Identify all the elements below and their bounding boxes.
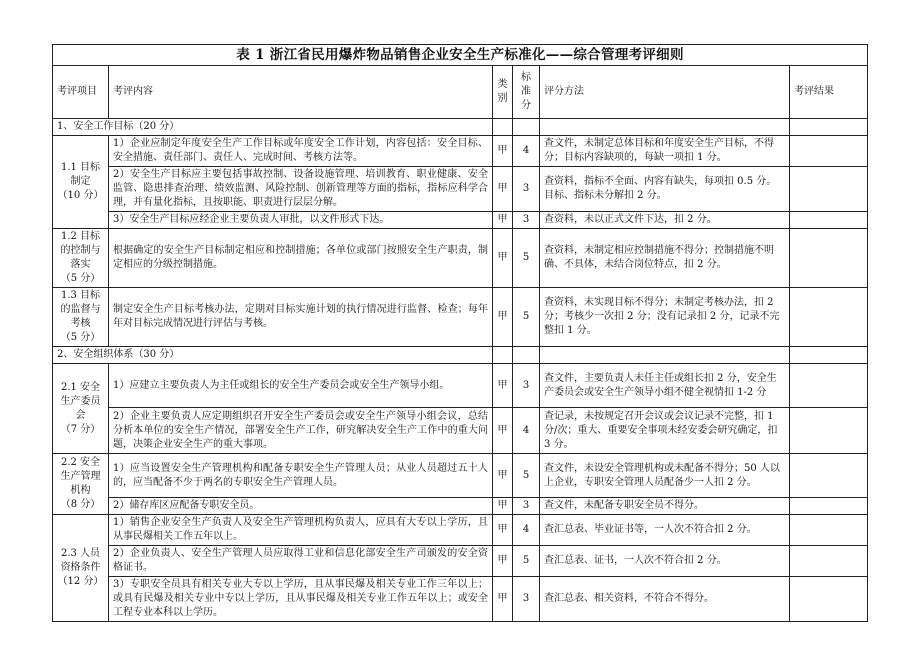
score-cell: 4 (513, 515, 540, 546)
result-cell (790, 364, 868, 408)
header-method: 评分方法 (540, 66, 790, 119)
content-cell: 1）应当设置安全生产管理机构和配备专职安全生产管理人员；从业人员超过五十人的，应当配备不少于两名的专职安全生产管理人员。 (109, 454, 493, 498)
method-cell: 查文件，未配备专职安全员不得分。 (540, 498, 790, 515)
method-cell: 查资料，未以正式文件下达，扣 2 分。 (540, 212, 790, 229)
header-result: 考评结果 (790, 66, 868, 119)
content-cell: 制定安全生产目标考核办法，定期对目标实施计划的执行情况进行监督、检查；每年年对目标完成情况进行评估与考核。 (109, 288, 493, 347)
table-row (53, 364, 868, 408)
method-cell: 查文件，主要负责人未任主任或组长扣 2 分，安全生产委员会或安全生产领导小组不健全视情扣 1-2 分 (540, 364, 790, 408)
result-cell (790, 546, 868, 577)
score-cell: 3 (513, 167, 540, 212)
header-row (53, 66, 868, 119)
result-cell (790, 408, 868, 454)
item-label: 1.2 目标的控制与落实 （5 分） (53, 229, 109, 288)
score-cell: 5 (513, 546, 540, 577)
content-cell: 1）销售企业安全生产负责人及安全生产管理机构负责人，应具有大专以上学历，且从事民爆相关工作五年以上。 (109, 515, 493, 546)
content-cell: 3）安全生产目标应经企业主要负责人审批，以文件形式下达。 (109, 212, 493, 229)
score-cell: 5 (513, 229, 540, 288)
table-row (53, 515, 868, 546)
table-row (53, 167, 868, 212)
item-label: 1.3 目标的监督与考核 （5 分） (53, 288, 109, 347)
title-row (53, 45, 868, 66)
table-row (53, 454, 868, 498)
header-item: 考评项目 (53, 66, 109, 119)
score-cell: 4 (513, 408, 540, 454)
table-row (53, 546, 868, 577)
section-heading: 1、安全工作目标（20 分） (53, 119, 493, 136)
table-row (53, 229, 868, 288)
regulation-document (52, 44, 867, 622)
item-label: 2.3 人员资格条件 （12 分） (53, 515, 109, 622)
method-cell: 查汇总表、相关资料，不符合不得分。 (540, 577, 790, 622)
header-category: 类别 (493, 66, 513, 119)
score-cell: 3 (513, 498, 540, 515)
content-cell: 2）企业负责人、安全生产管理人员应取得工业和信息化部安全生产司颁发的安全资格证书。 (109, 546, 493, 577)
table-row (53, 212, 868, 229)
result-cell (790, 454, 868, 498)
category-cell: 甲 (493, 364, 513, 408)
category-cell: 甲 (493, 212, 513, 229)
content-cell: 1）企业应制定年度安全生产工作目标或年度安全工作计划，内容包括：安全目标、安全措施、责任部门、责任人、完成时间、考核方法等。 (109, 136, 493, 167)
method-cell: 查文件，未制定总体目标和年度安全生产目标，不得分；目标内容缺项的，每缺一项扣 1 分。 (540, 136, 790, 167)
content-cell: 2）储存库区应配备专职安全员。 (109, 498, 493, 515)
category-cell: 甲 (493, 408, 513, 454)
category-cell: 甲 (493, 515, 513, 546)
assessment-table (52, 44, 868, 622)
table-row (53, 136, 868, 167)
category-cell: 甲 (493, 229, 513, 288)
category-cell: 甲 (493, 498, 513, 515)
method-cell: 查资料，指标不全面、内容有缺失，每项扣 0.5 分。目标、指标未分解扣 2 分。 (540, 167, 790, 212)
method-cell: 查资料，未制定相应控制措施不得分；控制措施不明确、不具体，未结合岗位特点，扣 2 分。 (540, 229, 790, 288)
header-standard-score: 标准分 (513, 66, 540, 119)
method-cell: 查汇总表、毕业证书等，一人次不符合扣 2 分。 (540, 515, 790, 546)
result-cell (790, 167, 868, 212)
result-cell (790, 498, 868, 515)
score-cell: 5 (513, 454, 540, 498)
score-cell: 3 (513, 577, 540, 622)
category-cell: 甲 (493, 546, 513, 577)
category-cell: 甲 (493, 288, 513, 347)
content-cell: 根据确定的安全生产目标制定相应和控制措施；各单位或部门按照安全生产职责，制定相应的分级控制措施。 (109, 229, 493, 288)
score-cell: 5 (513, 288, 540, 347)
content-cell: 2）安全生产目标应主要包括事故控制、设备设施管理、培训教育、职业健康、安全监管、隐患排查治理、绩效监测、风险控制、创新管理等方面的指标，指标应科学合理，并有量化指标，且按职能、职责进行层层分解。 (109, 167, 493, 212)
category-cell: 甲 (493, 167, 513, 212)
table-row (53, 577, 868, 622)
section-row (53, 347, 868, 364)
item-label: 2.1 安全生产委员会 （7 分） (53, 364, 109, 454)
table-row (53, 498, 868, 515)
table-title: 表 1 浙江省民用爆炸物品销售企业安全生产标准化——综合管理考评细则 (53, 45, 868, 66)
item-label: 1.1 目标制定 （10 分） (53, 136, 109, 229)
result-cell (790, 212, 868, 229)
method-cell: 查文件，未设安全管理机构或未配备不得分；50 人以上企业，专职安全管理人员配备少一人扣 2 分。 (540, 454, 790, 498)
category-cell: 甲 (493, 454, 513, 498)
score-cell: 3 (513, 212, 540, 229)
table-row (53, 408, 868, 454)
score-cell: 4 (513, 136, 540, 167)
result-cell (790, 229, 868, 288)
method-cell: 查汇总表、证书，一人次不符合扣 2 分。 (540, 546, 790, 577)
category-cell: 甲 (493, 136, 513, 167)
method-cell: 查记录，未按规定召开会议或会议记录不完整，扣 1 分/次；重大、重要安全事项未经安委会研究确定，扣 3 分。 (540, 408, 790, 454)
section-row (53, 119, 868, 136)
result-cell (790, 136, 868, 167)
category-cell: 甲 (493, 577, 513, 622)
result-cell (790, 515, 868, 546)
item-label: 2.2 安全生产管理机构 （8 分） (53, 454, 109, 515)
content-cell: 2）企业主要负责人应定期组织召开安全生产委员会或安全生产领导小组会议，总结分析本单位的安全生产情况，部署安全生产工作，研究解决安全生产工作中的重大问题，决策企业安全生产的重大事项。 (109, 408, 493, 454)
content-cell: 3）专职安全员具有相关专业大专以上学历，且从事民爆及相关专业工作三年以上；或具有民爆及相关专业中专以上学历，且从事民爆及相关专业工作五年以上；或安全工程专业本科以上学历。 (109, 577, 493, 622)
content-cell: 1）应建立主要负责人为主任或组长的安全生产委员会或安全生产领导小组。 (109, 364, 493, 408)
header-content: 考评内容 (109, 66, 493, 119)
method-cell: 查资料，未实现目标不得分；未制定考核办法，扣 2 分；考核少一次扣 2 分；没有记录扣 2 分，记录不完整扣 1 分。 (540, 288, 790, 347)
result-cell (790, 288, 868, 347)
result-cell (790, 577, 868, 622)
score-cell: 3 (513, 364, 540, 408)
section-heading: 2、安全组织体系（30 分） (53, 347, 493, 364)
table-row (53, 288, 868, 347)
